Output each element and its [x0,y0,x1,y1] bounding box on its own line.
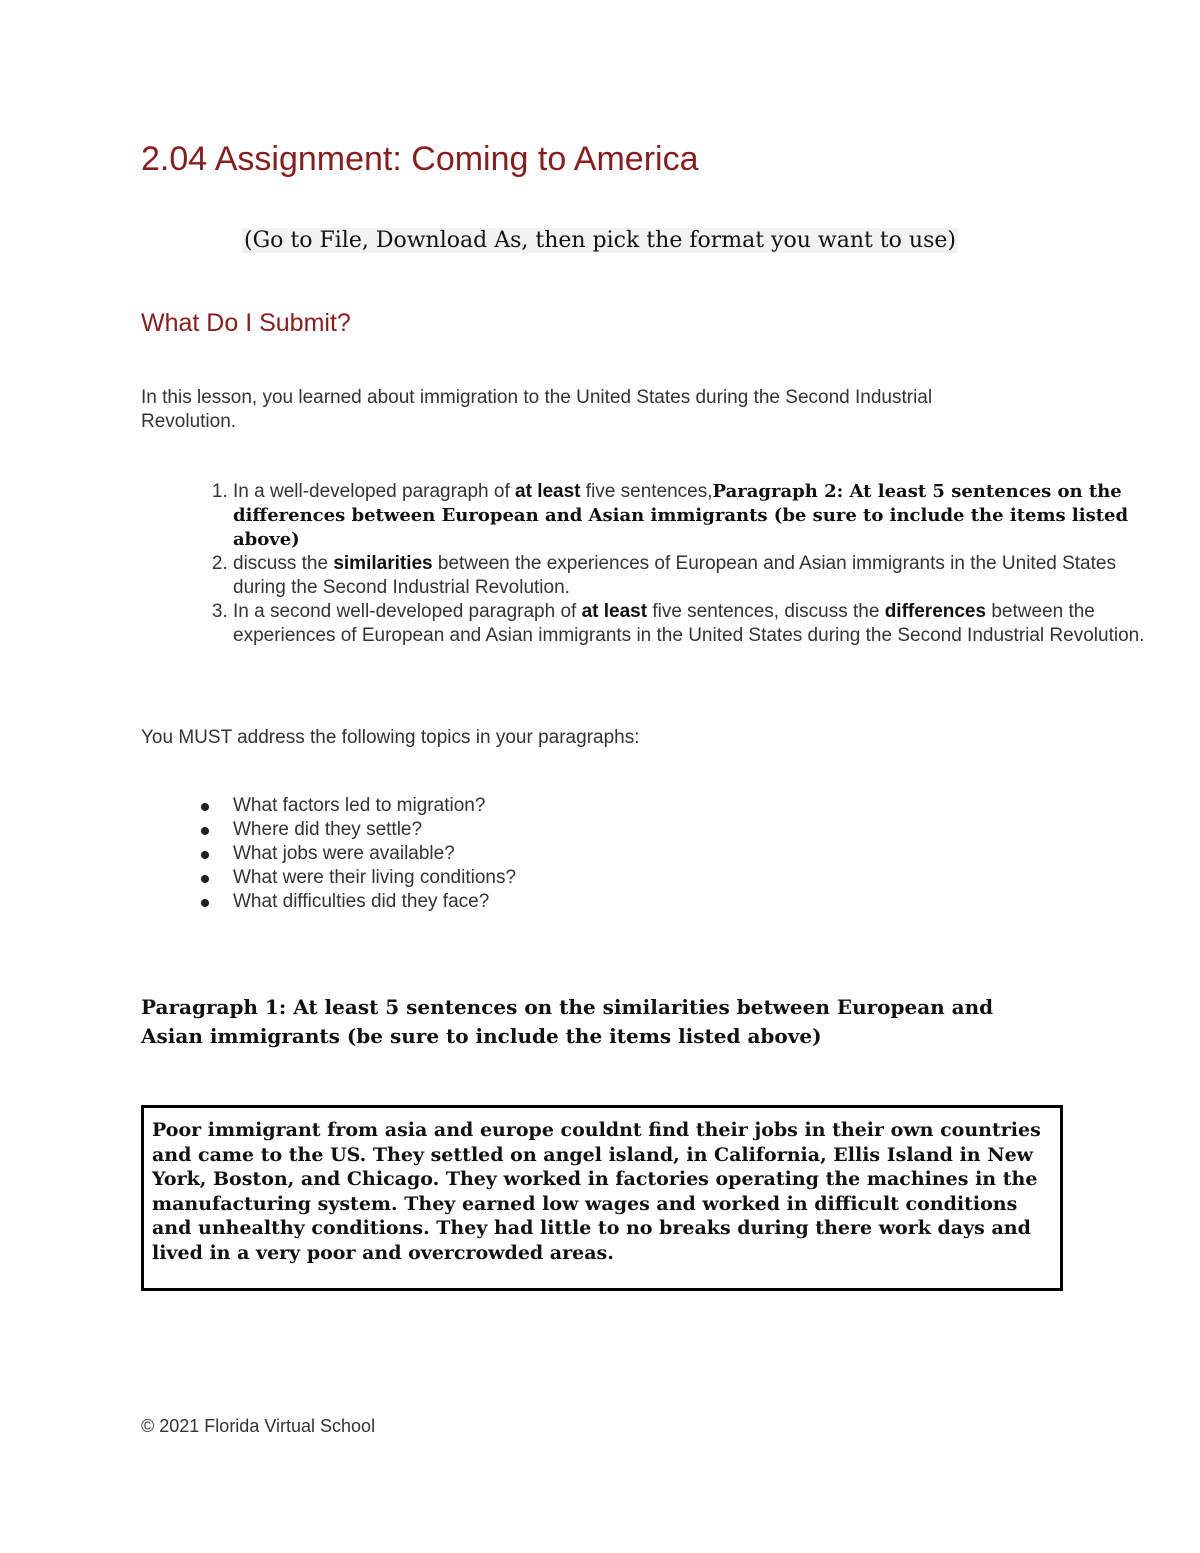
step-emphasis: similarities [333,553,433,574]
step-text: In a well-developed paragraph of [233,481,516,502]
list-item [233,600,1148,648]
bullet-icon [201,803,209,811]
bullet-icon [201,851,209,859]
step-text: between the experiences of European and Asian immigrants in the United States during the Second Industrial Revolution. [233,601,1145,646]
list-item [233,552,1148,600]
list-item [233,866,516,890]
bullet-icon [201,899,209,907]
topic-text: What jobs were available? [233,843,455,864]
step-text: five sentences, [580,481,713,502]
step-text: five sentences, discuss the [647,601,885,622]
topics-intro: You MUST address the following topics in your paragraphs: [141,727,640,748]
step-text: In a second well-developed paragraph of [233,601,582,622]
topic-text: What factors led to migration? [233,795,486,816]
bullet-icon [201,827,209,835]
step-emphasis: differences [884,601,987,622]
topics-list [141,794,516,914]
topic-text: What difficulties did they face? [233,891,490,912]
step-text: discuss the [233,553,334,574]
intro-paragraph: In this lesson, you learned about immigration to the United States during the Second Industrial Revolution. [141,387,933,432]
list-item [233,818,516,842]
download-instruction [0,228,1200,253]
list-item [233,842,516,866]
step-emphasis: at least [581,601,648,622]
submission-steps-list [141,480,1148,648]
step-inserted-text: Paragraph 2: At least 5 sentences on the differences between European and Asian immigrants (be sure to include the items listed above) [233,481,1129,550]
list-item [233,794,516,818]
list-item [233,890,516,914]
topic-text: Where did they settle? [233,819,423,840]
bullet-icon [201,875,209,883]
page-title: 2.04 Assignment: Coming to America [141,140,699,178]
section-heading-what-do-i-submit: What Do I Submit? [141,309,351,337]
paragraph-1-heading: Paragraph 1: At least 5 sentences on the similarities between European and Asian immigrants (be sure to include the items listed above) [141,995,994,1048]
answer-text-box[interactable]: Poor immigrant from asia and europe couldnt find their jobs in their own countries and came to the US. They settled on angel island, in California, Ellis Island in New York, Boston, and Chicago. They worked in factories operating the machines in the manufacturing system. They earned low wages and worked in difficult conditions and unhealthy conditions. They had little to no breaks during there work days and lived in a very poor and overcrowded areas. [141,1105,1063,1291]
list-item [233,480,1148,552]
copyright-footer: © 2021 Florida Virtual School [141,1416,376,1436]
step-text: between the experiences of European and Asian immigrants in the United States during the Second Industrial Revolution. [233,553,1116,598]
topic-text: What were their living conditions? [233,867,517,888]
download-instruction-text: (Go to File, Download As, then pick the format you want to use) [244,228,956,253]
step-emphasis: at least [515,481,581,502]
